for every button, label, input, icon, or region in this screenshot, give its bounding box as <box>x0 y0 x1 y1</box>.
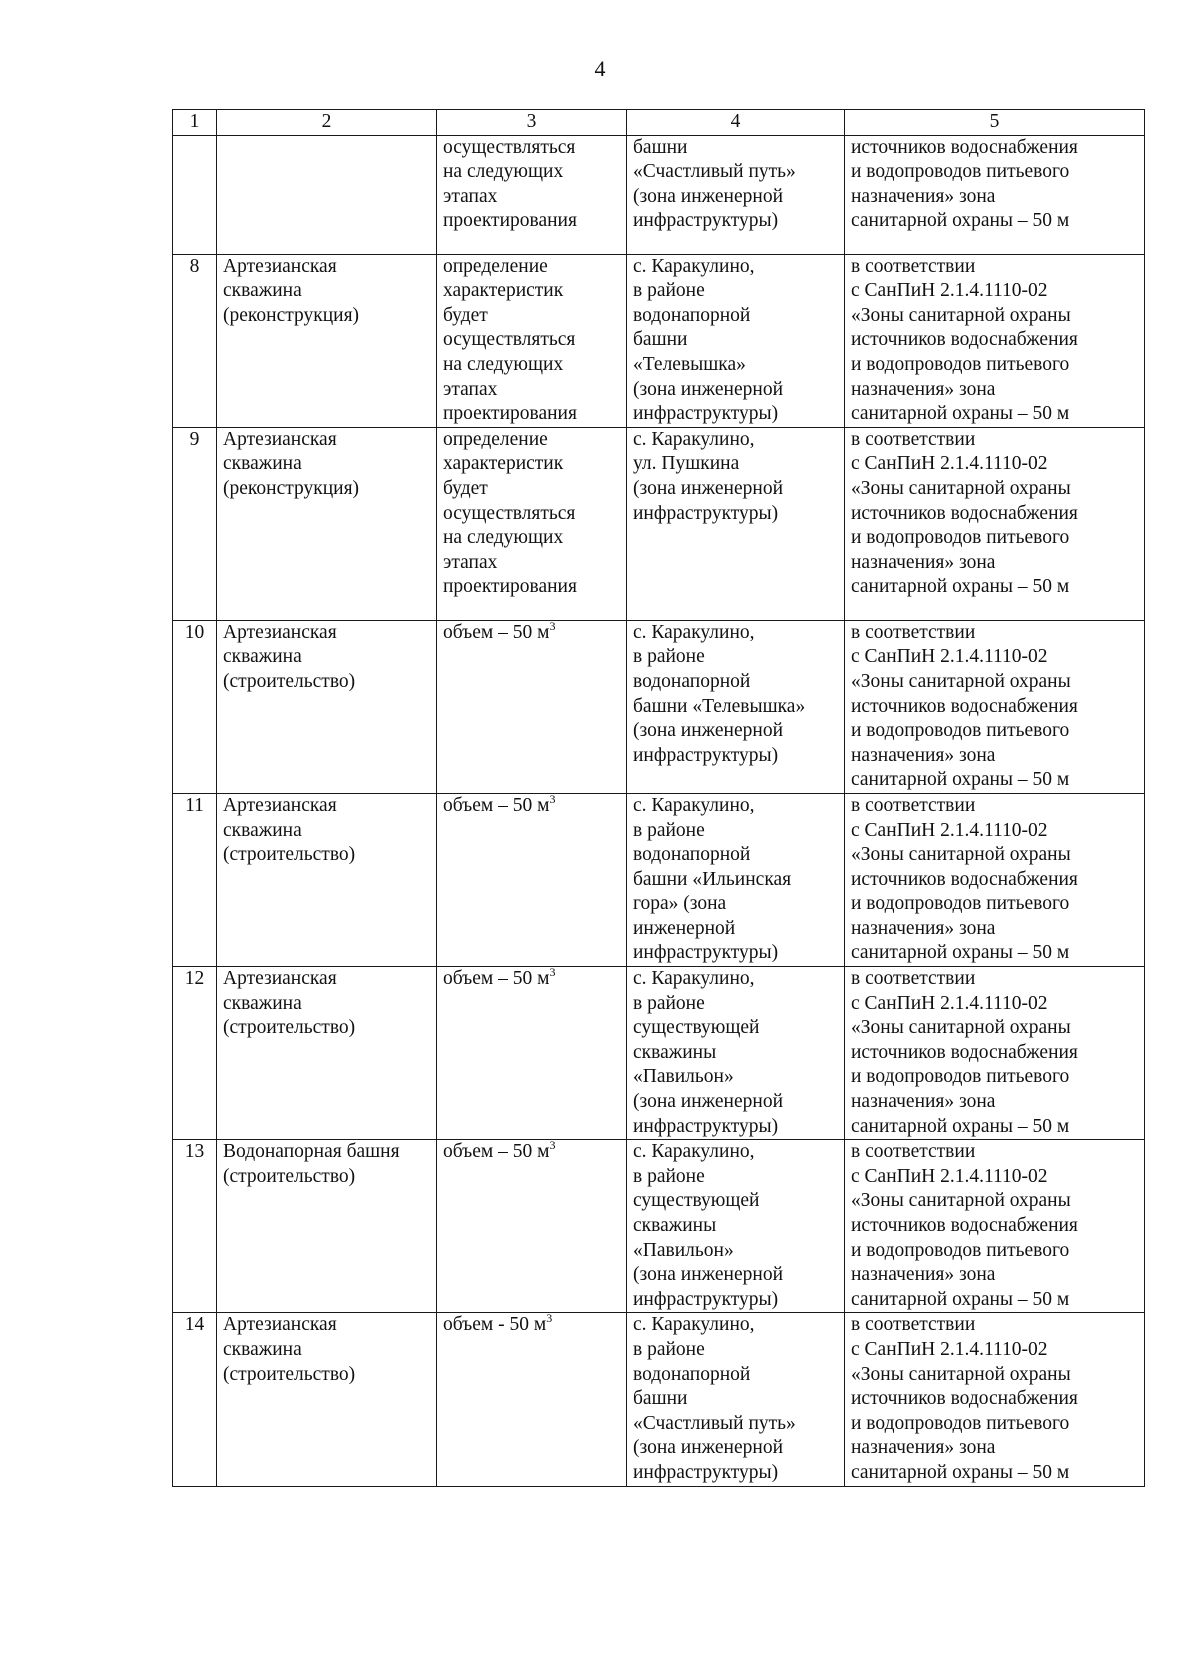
cell-text-line: с СанПиН 2.1.4.1110-02 <box>851 819 1048 841</box>
cell-text-line: «Павильон» <box>633 1239 734 1261</box>
row-number-cell: 9 <box>173 427 217 620</box>
cell-text-line: этапах <box>443 185 498 207</box>
cell-text-line: башни <box>633 329 688 351</box>
cell-text-line: санитарной охраны – 50 м <box>851 403 1070 425</box>
row-number-cell: 13 <box>173 1140 217 1313</box>
object-name-cell <box>217 427 437 620</box>
cell-text-line: с. Каракулино, <box>633 968 755 990</box>
cell-text-line: в районе <box>633 1165 705 1187</box>
cell-text-line: в соответствии <box>851 428 976 450</box>
location-cell <box>627 427 845 620</box>
cell-text-line: источников водоснабжения <box>851 868 1078 890</box>
cell-text-line: Артезианская <box>223 968 337 990</box>
row-number-cell: 10 <box>173 620 217 793</box>
cell-text-line: и водопроводов питьевого <box>851 527 1070 549</box>
cell-text-line: проектирования <box>443 403 577 425</box>
cell-text-line: в соответствии <box>851 621 976 643</box>
cell-text-line: башни <box>633 1388 688 1410</box>
cell-text-line: на следующих <box>443 353 564 375</box>
zone-cell <box>845 967 1145 1140</box>
cell-text-line: этапах <box>443 378 498 400</box>
object-name-cell <box>217 967 437 1140</box>
cell-text-line: и водопроводов питьевого <box>851 161 1070 183</box>
cell-text-line: источников водоснабжения <box>851 136 1078 158</box>
location-cell <box>627 1313 845 1486</box>
cell-text-line: инфраструктуры) <box>633 1115 779 1137</box>
cell-text-line: скважина <box>223 646 302 668</box>
cell-text-line: существующей <box>633 1017 760 1039</box>
table-header-row <box>173 110 1145 136</box>
cell-text-line: и водопроводов питьевого <box>851 1412 1070 1434</box>
row-number-cell: 11 <box>173 793 217 966</box>
cell-text-line: с. Каракулино, <box>633 621 755 643</box>
cell-text-line: в соответствии <box>851 255 976 277</box>
parameters-cell <box>437 135 627 254</box>
location-cell <box>627 967 845 1140</box>
cell-text-line: проектирования <box>443 210 577 232</box>
cell-text-line: назначения» зона <box>851 1091 996 1113</box>
header-cell-3: 3 <box>437 110 627 136</box>
cell-text-line: инфраструктуры) <box>633 1461 779 1483</box>
cell-text-line: будет <box>443 304 488 326</box>
cell-text-line: характеристик <box>443 453 564 475</box>
cell-text-line: (зона инженерной <box>633 720 784 742</box>
cell-text-line: «Зоны санитарной охраны <box>851 844 1071 866</box>
cell-text-line: «Зоны санитарной охраны <box>851 670 1071 692</box>
cell-text-line: «Зоны санитарной охраны <box>851 477 1071 499</box>
table-row <box>173 1140 1145 1313</box>
cell-text-line: с. Каракулино, <box>633 255 755 277</box>
row-number-cell: 14 <box>173 1313 217 1486</box>
cell-text-line: источников водоснабжения <box>851 1215 1078 1236</box>
cell-text-line: башни «Ильинская <box>633 868 792 890</box>
object-name-cell <box>217 254 437 427</box>
cell-text-line: (зона инженерной <box>633 185 784 207</box>
cell-text-line: объем – 50 $м^3$ <box>443 620 556 643</box>
cell-text-line: источников водоснабжения <box>851 1041 1078 1063</box>
cell-text-line: санитарной охраны – 50 м <box>851 210 1070 232</box>
cell-text-line: (зона инженерной <box>633 1437 784 1459</box>
location-cell <box>627 793 845 966</box>
cell-text-line: «Зоны санитарной охраны <box>851 1363 1071 1385</box>
cell-text-line: инфраструктуры) <box>633 502 779 524</box>
cell-text-line: с СанПиН 2.1.4.1110-02 <box>851 453 1048 475</box>
header-cell-2: 2 <box>217 110 437 136</box>
zone-cell <box>845 1313 1145 1486</box>
cell-text-line: определение <box>443 255 548 277</box>
cell-text-line: «Счастливый путь» <box>633 1412 796 1434</box>
cell-text-line: назначения» зона <box>851 551 996 573</box>
parameters-cell <box>437 793 627 966</box>
zone-cell <box>845 135 1145 254</box>
cell-text-line: санитарной охраны – 50 м <box>851 576 1070 598</box>
cell-text-line: назначения» зона <box>851 378 996 400</box>
table-row <box>173 1313 1145 1486</box>
cell-text-line: «Павильон» <box>633 1066 734 1088</box>
cell-text-line: назначения» зона <box>851 1264 996 1286</box>
parameters-cell <box>437 1140 627 1313</box>
cell-text-line: в районе <box>633 280 705 302</box>
cell-text-line: инфраструктуры) <box>633 1288 779 1310</box>
parameters-cell <box>437 620 627 793</box>
cell-text-line: с СанПиН 2.1.4.1110-02 <box>851 280 1048 302</box>
cell-text-line: водонапорной <box>633 844 751 866</box>
row-number-cell <box>173 135 217 254</box>
cell-text-line: «Телевышка» <box>633 353 746 375</box>
cell-text-line: «Зоны санитарной охраны <box>851 1017 1071 1039</box>
cell-text-line: санитарной охраны – 50 м <box>851 942 1070 964</box>
cell-text-line: (строительство) <box>223 1017 356 1039</box>
table-row <box>173 427 1145 620</box>
cell-text-line: Водонапорная башня <box>223 1141 400 1163</box>
cell-text-line: скважина <box>223 280 302 302</box>
page-number: 4 <box>594 56 606 81</box>
cell-text-line: и водопроводов питьевого <box>851 1066 1070 1088</box>
cell-text-line: «Зоны санитарной охраны <box>851 1190 1071 1212</box>
cell-text-line: «Зоны санитарной охраны <box>851 304 1071 326</box>
table-row <box>173 793 1145 966</box>
parameters-cell <box>437 254 627 427</box>
cell-text-line: объем - 50 $м^3$ <box>443 1312 553 1336</box>
table-row <box>173 254 1145 427</box>
cell-text-line: инженерной <box>633 917 736 939</box>
cell-text-line: скважина <box>223 992 302 1014</box>
cell-text-line: существующей <box>633 1190 760 1212</box>
cell-text-line: (строительство) <box>223 1165 356 1187</box>
cell-text-line: башни «Телевышка» <box>633 695 806 717</box>
cell-text-line: Артезианская <box>223 1314 337 1336</box>
zone-cell <box>845 1140 1145 1313</box>
cell-text-line: (зона инженерной <box>633 1091 784 1113</box>
cell-text-line: с. Каракулино, <box>633 794 755 816</box>
cell-text-line: источников водоснабжения <box>851 695 1078 717</box>
zone-cell <box>845 427 1145 620</box>
object-name-cell <box>217 1313 437 1486</box>
header-cell-4: 4 <box>627 110 845 136</box>
cell-text-line: с. Каракулино, <box>633 428 755 450</box>
cell-text-line: скважина <box>223 453 302 475</box>
object-name-cell <box>217 1140 437 1313</box>
cell-text-line: (строительство) <box>223 844 356 866</box>
cell-text-line: с. Каракулино, <box>633 1314 755 1336</box>
object-name-cell <box>217 793 437 966</box>
cell-text-line: (зона инженерной <box>633 477 784 499</box>
cell-text-line: объем – 50 $м^3$ <box>443 793 556 816</box>
parameters-cell <box>437 1313 627 1486</box>
cell-text-line: в соответствии <box>851 968 976 990</box>
data-table <box>172 109 1145 1487</box>
cell-text-line: источников водоснабжения <box>851 329 1078 351</box>
cell-text-line: гора» (зона <box>633 893 727 915</box>
cell-text-line: будет <box>443 477 488 499</box>
row-number-cell: 12 <box>173 967 217 1140</box>
cell-text-line: Артезианская <box>223 621 337 643</box>
cell-text-line: Артезианская <box>223 428 337 450</box>
table-row <box>173 967 1145 1140</box>
cell-text-line: скважины <box>633 1041 717 1063</box>
parameters-cell <box>437 967 627 1140</box>
zone-cell <box>845 793 1145 966</box>
table-row <box>173 135 1145 254</box>
cell-text-line: на следующих <box>443 527 564 549</box>
cell-text-line: с СанПиН 2.1.4.1110-02 <box>851 992 1048 1014</box>
cell-text-line: Артезианская <box>223 794 337 816</box>
object-name-cell <box>217 135 437 254</box>
cell-text-line: с СанПиН 2.1.4.1110-02 <box>851 1338 1048 1360</box>
cell-text-line: назначения» зона <box>851 1437 996 1459</box>
cell-text-line: санитарной охраны – 50 м <box>851 1461 1070 1483</box>
cell-text-line: источников водоснабжения <box>851 502 1078 524</box>
cell-text-line: характеристик <box>443 280 564 302</box>
cell-text-line: скважина <box>223 1338 302 1360</box>
cell-text-line: в районе <box>633 646 705 668</box>
cell-text-line: в соответствии <box>851 1314 976 1336</box>
cell-text-line: (реконструкция) <box>223 304 360 326</box>
cell-text-line: источников водоснабжения <box>851 1388 1078 1410</box>
cell-text-line: с. Каракулино, <box>633 1141 755 1163</box>
cell-text-line: назначения» зона <box>851 744 996 766</box>
cell-text-line: и водопроводов питьевого <box>851 720 1070 742</box>
header-cell-5: 5 <box>845 110 1145 136</box>
cell-text-line: инфраструктуры) <box>633 942 779 964</box>
cell-text-line: (реконструкция) <box>223 477 360 499</box>
cell-text-line: осуществляться <box>443 136 576 158</box>
cell-text-line: в соответствии <box>851 1141 976 1163</box>
location-cell <box>627 620 845 793</box>
cell-text-line: Артезианская <box>223 255 337 277</box>
zone-cell <box>845 254 1145 427</box>
parameters-cell <box>437 427 627 620</box>
cell-text-line: определение <box>443 428 548 450</box>
cell-text-line: водонапорной <box>633 304 751 326</box>
cell-text-line: на следующих <box>443 161 564 183</box>
cell-text-line: скважины <box>633 1215 717 1236</box>
cell-text-line: в соответствии <box>851 794 976 816</box>
cell-text-line: водонапорной <box>633 1363 751 1385</box>
cell-text-line: назначения» зона <box>851 185 996 207</box>
cell-text-line: скважина <box>223 819 302 841</box>
cell-text-line: этапах <box>443 551 498 573</box>
cell-text-line: «Счастливый путь» <box>633 161 796 183</box>
cell-text-line: санитарной охраны – 50 м <box>851 1115 1070 1137</box>
object-name-cell <box>217 620 437 793</box>
cell-text-line: инфраструктуры) <box>633 744 779 766</box>
cell-text-line: и водопроводов питьевого <box>851 893 1070 915</box>
cell-text-line: в районе <box>633 992 705 1014</box>
location-cell <box>627 135 845 254</box>
cell-text-line: санитарной охраны – 50 м <box>851 1288 1070 1310</box>
cell-text-line: инфраструктуры) <box>633 403 779 425</box>
cell-text-line: объем – 50 $м^3$ <box>443 966 556 990</box>
cell-text-line: и водопроводов питьевого <box>851 353 1070 375</box>
cell-text-line: ул. Пушкина <box>633 453 740 475</box>
cell-text-line: осуществляться <box>443 329 576 351</box>
cell-text-line: (строительство) <box>223 670 356 692</box>
table-row <box>173 620 1145 793</box>
row-number-cell: 8 <box>173 254 217 427</box>
cell-text-line: (зона инженерной <box>633 378 784 400</box>
cell-text-line: назначения» зона <box>851 917 996 939</box>
cell-text-line: (строительство) <box>223 1363 356 1385</box>
cell-text-line: башни <box>633 136 688 158</box>
cell-text-line: с СанПиН 2.1.4.1110-02 <box>851 1165 1048 1187</box>
cell-text-line: санитарной охраны – 50 м <box>851 769 1070 791</box>
cell-text-line: и водопроводов питьевого <box>851 1239 1070 1261</box>
cell-text-line: проектирования <box>443 576 577 598</box>
cell-text-line: осуществляться <box>443 502 576 524</box>
cell-text-line: водонапорной <box>633 670 751 692</box>
cell-text-line: в районе <box>633 1338 705 1360</box>
cell-text-line: инфраструктуры) <box>633 210 779 232</box>
cell-text-line: объем – 50 $м^3$ <box>443 1139 556 1163</box>
cell-text-line: с СанПиН 2.1.4.1110-02 <box>851 646 1048 668</box>
header-cell-1: 1 <box>173 110 217 136</box>
cell-text-line: (зона инженерной <box>633 1264 784 1286</box>
cell-text-line: в районе <box>633 819 705 841</box>
location-cell <box>627 1140 845 1313</box>
location-cell <box>627 254 845 427</box>
zone-cell <box>845 620 1145 793</box>
